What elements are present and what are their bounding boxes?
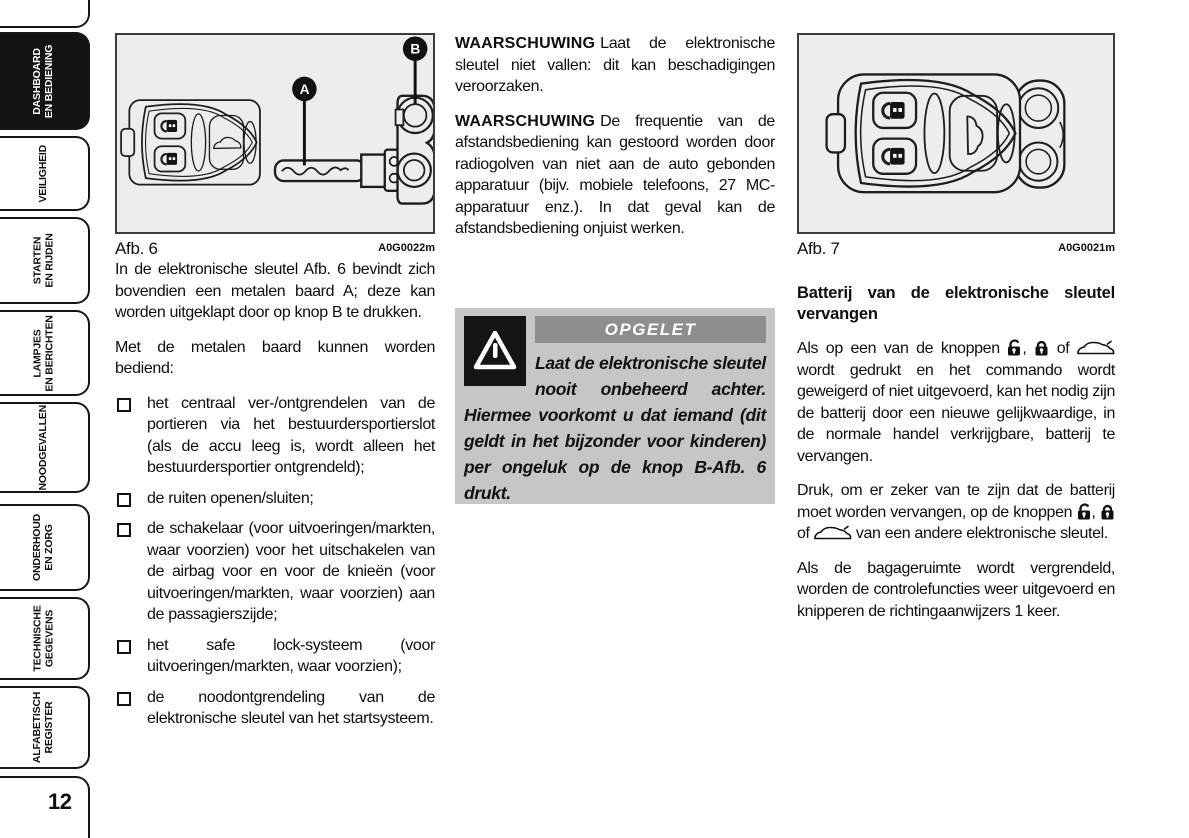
warning-triangle-icon [464, 316, 526, 386]
attention-header: OPGELET [535, 316, 766, 343]
electronic-key-fob-drawing [799, 35, 1113, 232]
figure-6-caption: Afb. 6 [115, 238, 158, 258]
sidebar-tab-dashboard-en-bediening [0, 32, 90, 130]
tab-label-line: TECHNISCHE [31, 605, 44, 672]
label-a-marker: A [299, 81, 310, 97]
column-left [115, 33, 435, 739]
paragraph: Als de bagageruimte wordt vergrendeld, worden de controlefuncties weer uitgevoerd en knipperen de richtingaanwijzers 1 keer. [797, 559, 1115, 620]
sidebar-tab-starten-en-rijden [0, 217, 90, 304]
lock-icon [1100, 503, 1115, 520]
unlock-icon [1007, 339, 1022, 356]
figure-7-panel [797, 33, 1115, 234]
paragraph-with-icons: Als op een van de knoppen , of wordt gedrukt en het commando wordt geweigerd of niet uitgevoerd, kan het nodig zijn de batterij door een nieuwe gelijkwaardige, in de normale handel verkrijgbare, batterij te vervangen. [797, 340, 1115, 465]
attention-box [455, 308, 775, 504]
unlock-icon [1077, 503, 1092, 520]
tab-label-line: LAMPJES [31, 328, 44, 378]
attention-body: Laat de elektronische sleutel nooit onbeheerd achter. Hiermee voorkomt u dat iemand (dit geldt in het bijzonder voor kinderen) per ongeluk op de knop B-Afb. 6 drukt. [464, 353, 766, 503]
paragraph: In de elektronische sleutel Afb. 6 bevindt zich bovendien een metalen baard A; deze kan worden uitgeklapt door op knop B te drukken. [115, 261, 435, 321]
warning-paragraph: WAARSCHUWING Laat de elektronische sleutel niet vallen: dit kan beschadigingen veroorzaken. [455, 35, 775, 95]
square-bullet-icon [117, 692, 131, 706]
list-item: de noodontgrendeling van de elektronische sleutel van het startsysteem. [115, 687, 435, 730]
tab-label-line: EN BERICHTEN [42, 314, 55, 392]
section-heading: Batterij van de elektronische sleutel vervangen [797, 284, 1115, 323]
tab-label-line: VEILIGHEID [37, 144, 50, 203]
electronic-key-with-blade-drawing [117, 35, 433, 232]
square-bullet-icon [117, 523, 131, 537]
tab-label-line: NOODGEVALLEN [37, 404, 50, 491]
sidebar-tab-alfabetisch-register [0, 686, 90, 769]
tab-label-line: GEGEVENS [42, 609, 55, 668]
car-trunk-icon [814, 525, 852, 541]
tab-label-line: EN ZORG [42, 524, 55, 571]
list-item: het centraal ver-/ontgrendelen van de portieren via het bestuurdersportierslot (als de accu leeg is, wordt alleen het bestuurdersportier ontgrendeld); [115, 393, 435, 479]
paragraph-with-icons: Druk, om er zeker van te zijn dat de batterij moet worden vervangen, op de knoppen , of van een andere elektronische sleutel. [797, 482, 1115, 542]
tab-label-line: EN RIJDEN [43, 233, 55, 288]
warning-label: WAARSCHUWING [455, 35, 596, 52]
car-trunk-icon [1077, 340, 1115, 356]
figure-7-code: A0G0021m [1058, 241, 1115, 254]
square-bullet-icon [117, 493, 131, 507]
sidebar-tab-veiligheid [0, 136, 90, 211]
list-item: de schakelaar (voor uitvoeringen/markten, waar voorzien) voor het uitschakelen van de airbag voor en voor de knieën (voor uitvoeringen/markten, waar voorzien) aan de passagierszijde; [115, 518, 435, 626]
column-middle [455, 33, 775, 503]
column-right [797, 33, 1115, 635]
sidebar-tab-noodgevallen [0, 402, 90, 493]
sidebar-tab-blank [0, 0, 90, 28]
figure-6-panel [115, 33, 435, 234]
tab-label-line: ALFABETISCH [31, 691, 44, 764]
warning-label: WAARSCHUWING [455, 112, 596, 130]
figure-7-caption: Afb. 7 [797, 238, 840, 258]
square-bullet-icon [117, 640, 131, 654]
paragraph: Met de metalen baard kunnen worden bediend: [115, 338, 435, 377]
figure-6-code: A0G0022m [378, 241, 435, 254]
tab-label-line: REGISTER [43, 701, 55, 754]
chapter-tab-sidebar [0, 0, 100, 838]
list-item: de ruiten openen/sluiten; [115, 488, 435, 510]
page-number-tab [0, 776, 90, 838]
lock-icon [1034, 339, 1049, 356]
tab-label-line: EN BEDIENING [42, 44, 55, 118]
list-item: het safe lock-systeem (voor uitvoeringen/markten, waar voorzien); [115, 635, 435, 678]
sidebar-tab-lampjes-en-berichten [0, 310, 90, 396]
tab-label-line: ONDERHOUD [31, 513, 44, 582]
warning-paragraph: WAARSCHUWING De frequentie van de afstandsbediening kan gestoord worden door radiogolven van niet aan de auto gebonden apparatuur (bijv. mobiele telefoons, 27 MC-apparatuur enz.). In dat geval kan de afstandsbediening onjuist werken. [455, 112, 775, 237]
tab-label-line: DASHBOARD [31, 47, 44, 115]
label-b-marker: B [410, 41, 420, 57]
page-number: 12 [48, 789, 72, 814]
tab-label-line: STARTEN [31, 236, 44, 285]
sidebar-tab-onderhoud-en-zorg [0, 504, 90, 591]
square-bullet-icon [117, 398, 131, 412]
sidebar-tab-technische-gegevens [0, 597, 90, 680]
